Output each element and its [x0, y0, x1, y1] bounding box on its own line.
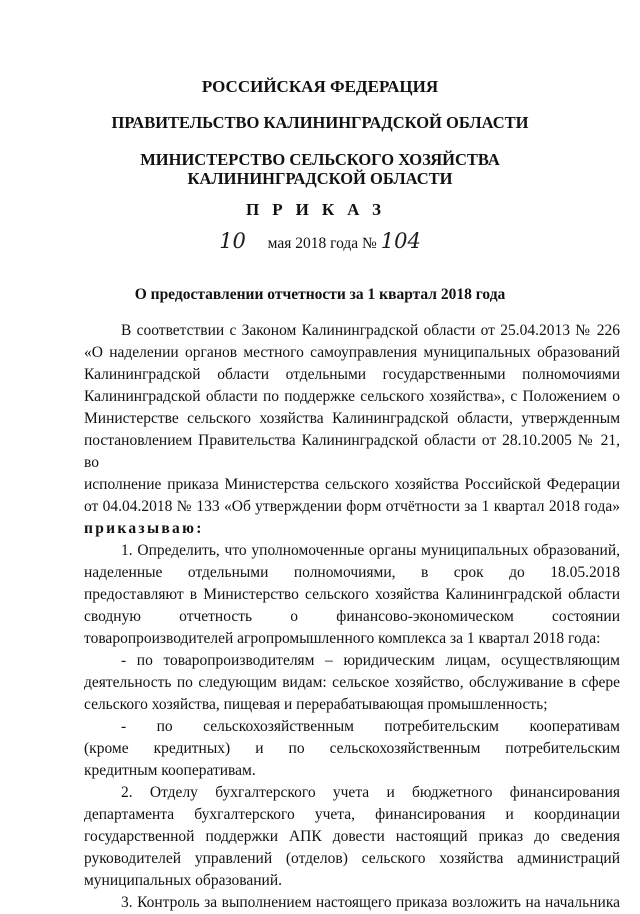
body-line: В соответствии с Законом Калининградской области от 25.04.2013 № 226: [121, 322, 620, 339]
body-line: товаропроизводителей агропромышленного комплекса за 1 квартал 2018 года:: [84, 630, 601, 647]
body-line: 3. Контроль за выполнением настоящего приказа возложить на начальника: [121, 894, 620, 911]
body-line: сводную отчетность о финансово-экономическом состоянии: [84, 608, 620, 625]
body-line: наделенные отдельными полномочиями, в срок до 18.05.2018: [84, 564, 620, 581]
date-line: [0, 229, 640, 253]
body-line: - по товаропроизводителям – юридическим лицам, осуществляющим: [121, 652, 620, 669]
date-month-year: мая 2018 года №: [267, 235, 377, 252]
header-ministry-line1: МИНИСТЕРСТВО СЕЛЬСКОГО ХОЗЯЙСТВА: [140, 150, 500, 169]
body-line: государственной поддержки АПК довести настоящий приказ до сведения: [84, 828, 620, 845]
body-line: деятельность по следующим видам: сельское хозяйство, обслуживание в сфере: [84, 674, 620, 691]
body-line: департамента бухгалтерского учета, финансирования и координации: [84, 806, 620, 823]
body-line: 2. Отделу бухгалтерского учета и бюджетного финансирования: [121, 784, 620, 801]
body-line: руководителей управлений (отделов) сельского хозяйства администраций: [84, 850, 620, 867]
body-line: сельского хозяйства, пищевая и перерабатывающая промышленность;: [84, 696, 548, 713]
body-line: Калининградской области по поддержке сельского хозяйства», с Положением о: [84, 388, 620, 405]
handwritten-number: 104: [380, 229, 421, 253]
body-line: - по сельскохозяйственным потребительским кооперативам: [121, 718, 620, 735]
body-line: Калининградской области отдельными государственными полномочиями: [84, 366, 620, 383]
body-line: «О наделении органов местного самоуправления муниципальных образований: [84, 344, 620, 361]
body-line: Министерстве сельского хозяйства Калининградской области, утвержденным: [84, 410, 620, 427]
document-title: О предоставлении отчетности за 1 квартал 2018 года: [134, 286, 506, 303]
body-line: (кроме кредитных) и по сельскохозяйственным потребительским: [84, 740, 620, 757]
document-body: [84, 320, 620, 914]
body-line: предоставляют в Министерство сельского хозяйства Калининградской области: [84, 586, 620, 603]
header-ministry-line2: КАЛИНИНГРАДСКОЙ ОБЛАСТИ: [187, 169, 453, 188]
body-line: от 04.04.2018 № 133 «Об утверждении форм отчётности за 1 квартал 2018 года»: [84, 498, 620, 515]
document-type-heading: ПРИКАЗ: [246, 200, 394, 219]
body-line: исполнение приказа Министерства сельского хозяйства Российской Федерации: [84, 476, 620, 493]
header-ministry: [0, 150, 640, 188]
header-federation: РОССИЙСКАЯ ФЕДЕРАЦИЯ: [201, 77, 439, 96]
handwritten-day: 10: [219, 229, 246, 253]
body-line: муниципальных образований.: [84, 872, 282, 889]
header-government: ПРАВИТЕЛЬСТВО КАЛИНИНГРАДСКОЙ ОБЛАСТИ: [111, 113, 529, 132]
body-line: 1. Определить, что уполномоченные органы муниципальных образований,: [121, 542, 620, 559]
body-line: кредитным кооперативам.: [84, 762, 256, 779]
order-word: приказываю:: [84, 520, 204, 537]
body-line: постановлением Правительства Калининградской области от 28.10.2005 № 21, во: [84, 432, 620, 471]
